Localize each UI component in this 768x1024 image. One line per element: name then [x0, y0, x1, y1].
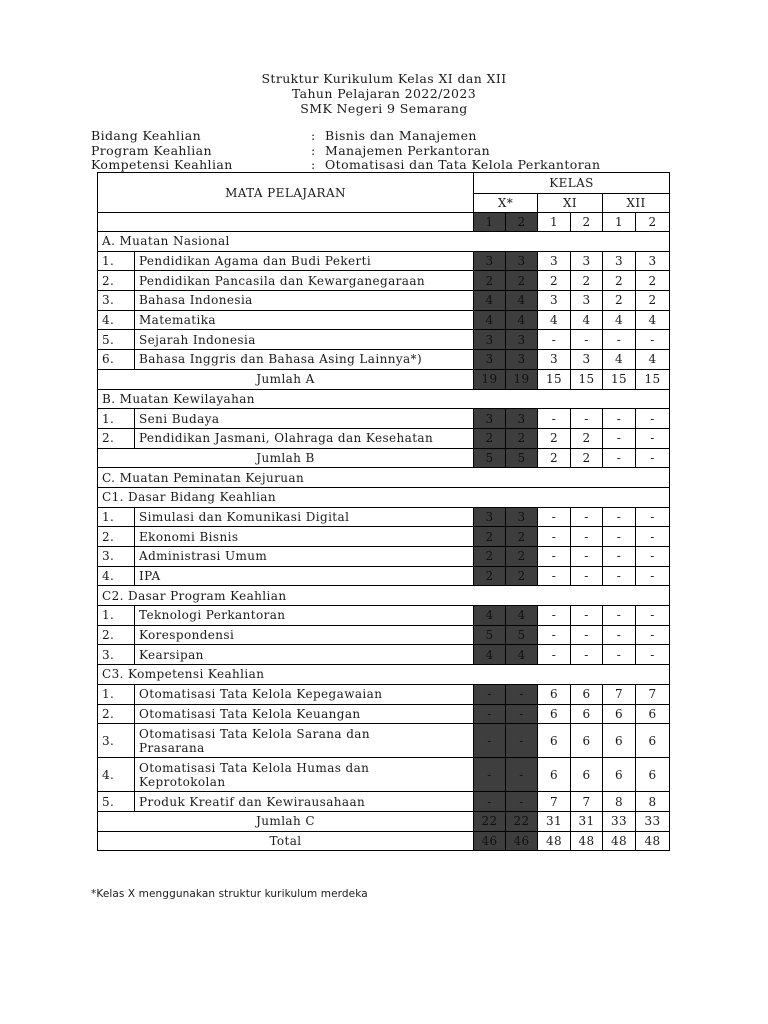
hours-cell: 2 [538, 448, 571, 468]
hours-cell: 22 [474, 811, 506, 831]
subject-row [98, 606, 670, 626]
hours-cell: - [636, 527, 670, 547]
hours-cell: - [603, 566, 636, 586]
row-number: 2. [98, 527, 135, 547]
total-row [98, 369, 670, 389]
hours-cell: 46 [474, 831, 506, 851]
hours-cell: 33 [603, 811, 636, 831]
row-number: 2. [98, 704, 135, 724]
hours-cell: - [538, 645, 571, 665]
row-number: 3. [98, 724, 135, 758]
total-label: Jumlah C [98, 811, 474, 831]
subject-row [98, 330, 670, 350]
hours-cell: 2 [474, 547, 506, 567]
hours-cell: 5 [474, 625, 506, 645]
row-number: 3. [98, 291, 135, 311]
hours-cell: 3 [571, 291, 603, 311]
row-number: 1. [98, 507, 135, 527]
total-row [98, 811, 670, 831]
hours-cell: 3 [636, 251, 670, 271]
hours-cell: 6 [636, 724, 670, 758]
info-label: Program Keahlian [91, 142, 212, 158]
subject-row [98, 271, 670, 291]
hours-cell: 2 [636, 271, 670, 291]
hours-cell: 2 [474, 527, 506, 547]
hours-cell: 3 [571, 350, 603, 370]
hours-cell: - [636, 428, 670, 448]
hours-cell: 4 [506, 606, 538, 626]
semester-header: 1 [603, 213, 636, 232]
footnote: *Kelas X menggunakan struktur kurikulum merdeka [91, 888, 368, 900]
hours-cell: 6 [538, 704, 571, 724]
hours-cell: - [603, 409, 636, 429]
row-number: 1. [98, 409, 135, 429]
hours-cell: - [603, 448, 636, 468]
subject-name: Pendidikan Agama dan Budi Pekerti [135, 251, 474, 271]
info-colon: : [311, 142, 316, 158]
row-number: 4. [98, 310, 135, 330]
row-number: 2. [98, 625, 135, 645]
subject-name: Seni Budaya [135, 409, 474, 429]
hours-cell: 2 [571, 448, 603, 468]
hours-cell: - [571, 625, 603, 645]
hours-cell: 3 [571, 251, 603, 271]
subject-name: Sejarah Indonesia [135, 330, 474, 350]
row-number: 2. [98, 271, 135, 291]
hours-cell: 7 [636, 684, 670, 704]
hours-cell: 6 [571, 704, 603, 724]
hours-cell: 2 [506, 271, 538, 291]
hours-cell: 6 [636, 758, 670, 792]
hours-cell: 15 [538, 369, 571, 389]
info-label: Bidang Keahlian [91, 128, 202, 143]
subject-row [98, 724, 670, 758]
hours-cell: 2 [474, 428, 506, 448]
row-number: 2. [98, 428, 135, 448]
hours-cell: 48 [636, 831, 670, 851]
curriculum-body [98, 232, 670, 851]
subject-row [98, 684, 670, 704]
hours-cell: 4 [474, 606, 506, 626]
hours-cell: 4 [506, 291, 538, 311]
subject-row [98, 251, 670, 271]
hours-cell: 4 [474, 310, 506, 330]
subject-name: Simulasi dan Komunikasi Digital [135, 507, 474, 527]
hours-cell: 7 [571, 792, 603, 812]
hours-cell: - [538, 566, 571, 586]
section-row [98, 468, 670, 488]
semester-header: 2 [636, 213, 670, 232]
hours-cell: - [538, 527, 571, 547]
total-label: Jumlah B [98, 448, 474, 468]
hours-cell: 3 [474, 507, 506, 527]
hours-cell: 7 [538, 792, 571, 812]
semester-header: 1 [474, 213, 506, 232]
hours-cell: 2 [474, 271, 506, 291]
title-line-1: Struktur Kurikulum Kelas XI dan XII [261, 71, 507, 86]
hours-cell: 2 [506, 428, 538, 448]
hours-cell: - [571, 330, 603, 350]
hours-cell: - [474, 724, 506, 758]
row-number: 6. [98, 350, 135, 370]
hours-cell: - [636, 645, 670, 665]
section-row [98, 232, 670, 252]
info-value: Otomatisasi dan Tata Kelola Perkantoran [325, 157, 601, 172]
hours-cell: - [538, 507, 571, 527]
hours-cell: - [636, 547, 670, 567]
hours-cell: - [636, 606, 670, 626]
hours-cell: - [603, 527, 636, 547]
hours-cell: 6 [538, 758, 571, 792]
hours-cell: 3 [506, 330, 538, 350]
hours-cell: 3 [538, 251, 571, 271]
hours-cell: - [474, 704, 506, 724]
hours-cell: 6 [571, 758, 603, 792]
hours-cell: 7 [603, 684, 636, 704]
hours-cell: 3 [474, 251, 506, 271]
hours-cell: - [603, 645, 636, 665]
hours-cell: 4 [603, 310, 636, 330]
document-header [0, 71, 768, 116]
hours-cell: - [538, 606, 571, 626]
subject-name: Bahasa Indonesia [135, 291, 474, 311]
hours-cell: 48 [603, 831, 636, 851]
hours-cell: - [506, 684, 538, 704]
hours-cell: 8 [636, 792, 670, 812]
subject-row [98, 547, 670, 567]
subject-row [98, 409, 670, 429]
subject-name: Otomatisasi Tata Kelola Keuangan [135, 704, 474, 724]
hours-cell: 4 [474, 645, 506, 665]
hours-cell: 3 [474, 350, 506, 370]
hours-cell: - [603, 507, 636, 527]
row-number: 1. [98, 251, 135, 271]
subject-row [98, 645, 670, 665]
curriculum-table [97, 172, 670, 851]
hours-cell: 6 [538, 724, 571, 758]
subject-name: Otomatisasi Tata Kelola Humas dan Keprotokolan [135, 758, 474, 792]
subject-name: Korespondensi [135, 625, 474, 645]
hours-cell: - [603, 330, 636, 350]
hours-cell: 2 [603, 271, 636, 291]
hours-cell: 3 [603, 251, 636, 271]
hours-cell: - [636, 448, 670, 468]
row-number: 1. [98, 684, 135, 704]
title-line-3: SMK Negeri 9 Semarang [300, 101, 468, 116]
hours-cell: 6 [603, 724, 636, 758]
section-label: C3. Kompetensi Keahlian [98, 665, 670, 685]
grade-header-xi: XI [538, 194, 603, 213]
hours-cell: - [571, 645, 603, 665]
mapel-header: MATA PELAJARAN [98, 173, 474, 213]
hours-cell: - [538, 625, 571, 645]
hours-cell: 4 [636, 350, 670, 370]
hours-cell: - [571, 606, 603, 626]
semester-header: 1 [538, 213, 571, 232]
info-row-bidang [91, 129, 600, 144]
hours-cell: - [571, 409, 603, 429]
subject-row [98, 310, 670, 330]
hours-cell: 31 [538, 811, 571, 831]
hours-cell: 3 [506, 507, 538, 527]
section-label: C. Muatan Peminatan Kejuruan [98, 468, 670, 488]
subject-name: Otomatisasi Tata Kelola Kepegawaian [135, 684, 474, 704]
hours-cell: 15 [571, 369, 603, 389]
subject-row [98, 792, 670, 812]
hours-cell: 4 [538, 310, 571, 330]
row-number: 4. [98, 758, 135, 792]
hours-cell: 8 [603, 792, 636, 812]
hours-cell: 4 [571, 310, 603, 330]
hours-cell: 33 [636, 811, 670, 831]
subject-row [98, 527, 670, 547]
semester-spacer [98, 213, 474, 232]
hours-cell: - [538, 409, 571, 429]
row-number: 3. [98, 547, 135, 567]
title-line-2: Tahun Pelajaran 2022/2023 [291, 86, 477, 101]
info-colon: : [311, 157, 316, 172]
grade-header-xii: XII [603, 194, 670, 213]
section-label: C2. Dasar Program Keahlian [98, 586, 670, 606]
hours-cell: - [506, 792, 538, 812]
hours-cell: 6 [571, 724, 603, 758]
hours-cell: 48 [538, 831, 571, 851]
row-number: 4. [98, 566, 135, 586]
hours-cell: 2 [506, 527, 538, 547]
subject-name: Produk Kreatif dan Kewirausahaan [135, 792, 474, 812]
hours-cell: 3 [538, 291, 571, 311]
subject-row [98, 566, 670, 586]
hours-cell: - [571, 547, 603, 567]
hours-cell: 2 [571, 271, 603, 291]
program-info [91, 129, 600, 173]
subject-name: Pendidikan Jasmani, Olahraga dan Kesehatan [135, 428, 474, 448]
total-label: Jumlah A [98, 369, 474, 389]
hours-cell: - [603, 547, 636, 567]
hours-cell: - [506, 724, 538, 758]
hours-cell: 6 [603, 704, 636, 724]
hours-cell: 15 [603, 369, 636, 389]
subject-name: IPA [135, 566, 474, 586]
hours-cell: - [636, 330, 670, 350]
hours-cell: 3 [538, 350, 571, 370]
hours-cell: 2 [571, 428, 603, 448]
subject-name: Administrasi Umum [135, 547, 474, 567]
subject-name: Pendidikan Pancasila dan Kewarganegaraan [135, 271, 474, 291]
hours-cell: - [636, 409, 670, 429]
hours-cell: - [571, 566, 603, 586]
hours-cell: 19 [474, 369, 506, 389]
hours-cell: - [636, 507, 670, 527]
hours-cell: 4 [636, 310, 670, 330]
grade-header-x: X* [474, 194, 538, 213]
hours-cell: 2 [603, 291, 636, 311]
section-row [98, 665, 670, 685]
hours-cell: 3 [506, 350, 538, 370]
section-label: B. Muatan Kewilayahan [98, 389, 670, 409]
subject-row [98, 428, 670, 448]
total-row [98, 831, 670, 851]
subject-row [98, 291, 670, 311]
hours-cell: 6 [636, 704, 670, 724]
hours-cell: - [474, 684, 506, 704]
section-label: C1. Dasar Bidang Keahlian [98, 487, 670, 507]
info-value: Manajemen Perkantoran [325, 142, 491, 158]
subject-name: Teknologi Perkantoran [135, 606, 474, 626]
hours-cell: 31 [571, 811, 603, 831]
section-label: A. Muatan Nasional [98, 232, 670, 252]
hours-cell: 46 [506, 831, 538, 851]
info-row-kompetensi [91, 158, 600, 173]
hours-cell: - [571, 507, 603, 527]
subject-name: Bahasa Inggris dan Bahasa Asing Lainnya*) [135, 350, 474, 370]
hours-cell: 4 [603, 350, 636, 370]
hours-cell: - [603, 625, 636, 645]
subject-name: Otomatisasi Tata Kelola Sarana dan Prasarana [135, 724, 474, 758]
hours-cell: - [603, 606, 636, 626]
hours-cell: 2 [636, 291, 670, 311]
section-row [98, 487, 670, 507]
section-row [98, 586, 670, 606]
info-value: Bisnis dan Manajemen [325, 128, 477, 143]
hours-cell: 2 [506, 566, 538, 586]
hours-cell: 4 [506, 645, 538, 665]
hours-cell: 6 [571, 684, 603, 704]
hours-cell: 6 [538, 684, 571, 704]
subject-name: Kearsipan [135, 645, 474, 665]
hours-cell: 4 [474, 291, 506, 311]
subject-name: Ekonomi Bisnis [135, 527, 474, 547]
hours-cell: 3 [474, 409, 506, 429]
hours-cell: 5 [506, 448, 538, 468]
subject-row [98, 758, 670, 792]
total-label: Total [98, 831, 474, 851]
row-number: 3. [98, 645, 135, 665]
subject-row [98, 625, 670, 645]
hours-cell: 2 [538, 428, 571, 448]
semester-header: 2 [506, 213, 538, 232]
hours-cell: 5 [474, 448, 506, 468]
hours-cell: 2 [506, 547, 538, 567]
hours-cell: 2 [474, 566, 506, 586]
subject-row [98, 350, 670, 370]
hours-cell: 5 [506, 625, 538, 645]
section-row [98, 389, 670, 409]
hours-cell: 3 [506, 251, 538, 271]
info-label: Kompetensi Keahlian [91, 157, 233, 172]
hours-cell: - [538, 547, 571, 567]
info-colon: : [311, 128, 316, 143]
row-number: 5. [98, 792, 135, 812]
hours-cell: - [538, 330, 571, 350]
hours-cell: 48 [571, 831, 603, 851]
hours-cell: 3 [474, 330, 506, 350]
hours-cell: - [636, 566, 670, 586]
hours-cell: 19 [506, 369, 538, 389]
row-number: 5. [98, 330, 135, 350]
hours-cell: 15 [636, 369, 670, 389]
hours-cell: - [474, 792, 506, 812]
subject-row [98, 507, 670, 527]
total-row [98, 448, 670, 468]
subject-row [98, 704, 670, 724]
row-number: 1. [98, 606, 135, 626]
info-row-program [91, 144, 600, 159]
hours-cell: 22 [506, 811, 538, 831]
hours-cell: 4 [506, 310, 538, 330]
hours-cell: 3 [506, 409, 538, 429]
hours-cell: - [603, 428, 636, 448]
semester-header: 2 [571, 213, 603, 232]
kelas-header: KELAS [474, 173, 670, 194]
hours-cell: - [506, 704, 538, 724]
subject-name: Matematika [135, 310, 474, 330]
hours-cell: - [506, 758, 538, 792]
hours-cell: - [571, 527, 603, 547]
hours-cell: - [636, 625, 670, 645]
hours-cell: - [474, 758, 506, 792]
hours-cell: 2 [538, 271, 571, 291]
hours-cell: 6 [603, 758, 636, 792]
